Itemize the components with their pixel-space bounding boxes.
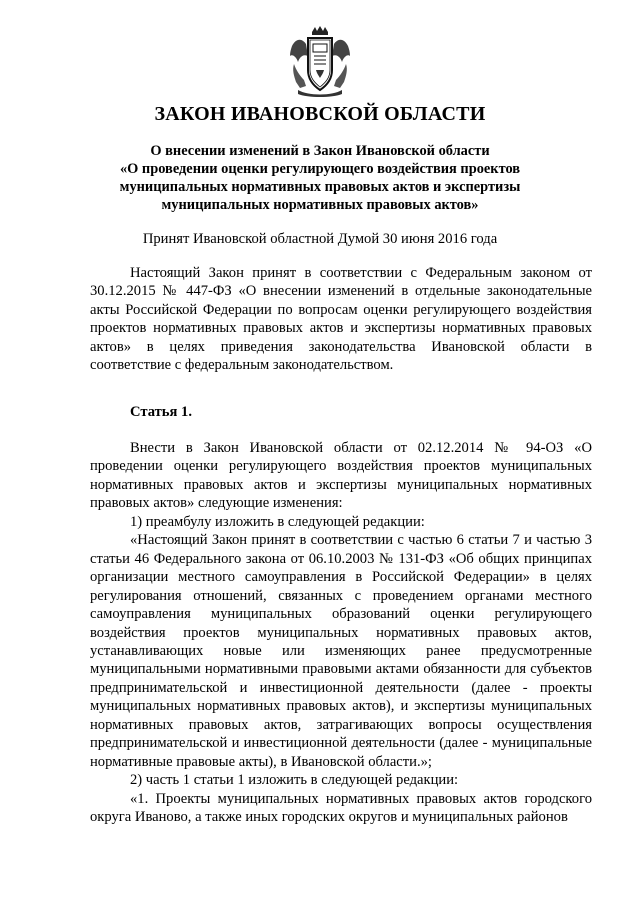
subtitle-line: О внесении изменений в Закон Ивановской области	[150, 143, 490, 159]
article-body	[90, 439, 592, 827]
article-paragraph: Внести в Закон Ивановской области от 02.12.2014 № 94-ОЗ «О проведении оценки регулирующего воздействия проектов муниципальных нормативных правовых актов и экспертизы муниципальных нормативных правовых актов» следующие изменения:	[90, 440, 592, 512]
article-paragraph: 2) часть 1 статьи 1 изложить в следующей редакции:	[130, 772, 459, 789]
law-subtitle	[110, 142, 530, 214]
subtitle-line: «О проведении оценки регулирующего воздействия проектов	[119, 161, 521, 177]
coat-of-arms-emblem	[286, 26, 354, 98]
article-paragraph: «1. Проекты муниципальных нормативных правовых актов городского округа Иваново, а также иных городских округов и муниципальных районов	[90, 790, 592, 826]
intro-paragraph: Настоящий Закон принят в соответствии с Федеральным законом от 30.12.2015 № 447-ФЗ «О внесении изменений в отдельные законодательные акты Российской Федерации по вопросам оценки регулирующего воздействия проектов нормативных правовых актов и экспертизы нормативных правовых актов» в целях приведения законодательства Ивановской области в соответствие с федеральным законодательством.	[90, 265, 592, 374]
law-title: ЗАКОН ИВАНОВСКОЙ ОБЛАСТИ	[154, 103, 486, 125]
article-paragraph: «Настоящий Закон принят в соответствии с частью 6 статьи 7 и частью 3 статьи 46 Федерального закона от 06.10.2003 № 131-ФЗ «Об общих принципах организации местного самоуправления в Российской Федерации» в целях регулирования отношений, связанных с проведением органами местного самоуправления муниципальных образований оценки регулирующего воздействия проектов муниципальных нормативных правовых актов, устанавливающих новые или изменяющих ранее предусмотренные муниципальными нормативными правовыми актами обязанности для субъектов предпринимательской и инвестиционной деятельности (далее - проекты муниципальных нормативных правовых актов), и экспертизы муниципальных нормативных правовых актов, затрагивающих вопросы осуществления предпринимательской и инвестиционной деятельности (далее - муниципальные нормативные правовые акты), в Ивановской области.»;	[90, 532, 592, 770]
article-heading: Статья 1.	[130, 404, 192, 420]
article-paragraph: 1) преамбулу изложить в следующей редакции:	[130, 513, 425, 530]
subtitle-line: муниципальных нормативных правовых актов»	[161, 197, 479, 213]
subtitle-line: муниципальных нормативных правовых актов и экспертизы	[119, 179, 521, 195]
adoption-note: Принят Ивановской областной Думой 30 июня 2016 года	[142, 231, 498, 247]
